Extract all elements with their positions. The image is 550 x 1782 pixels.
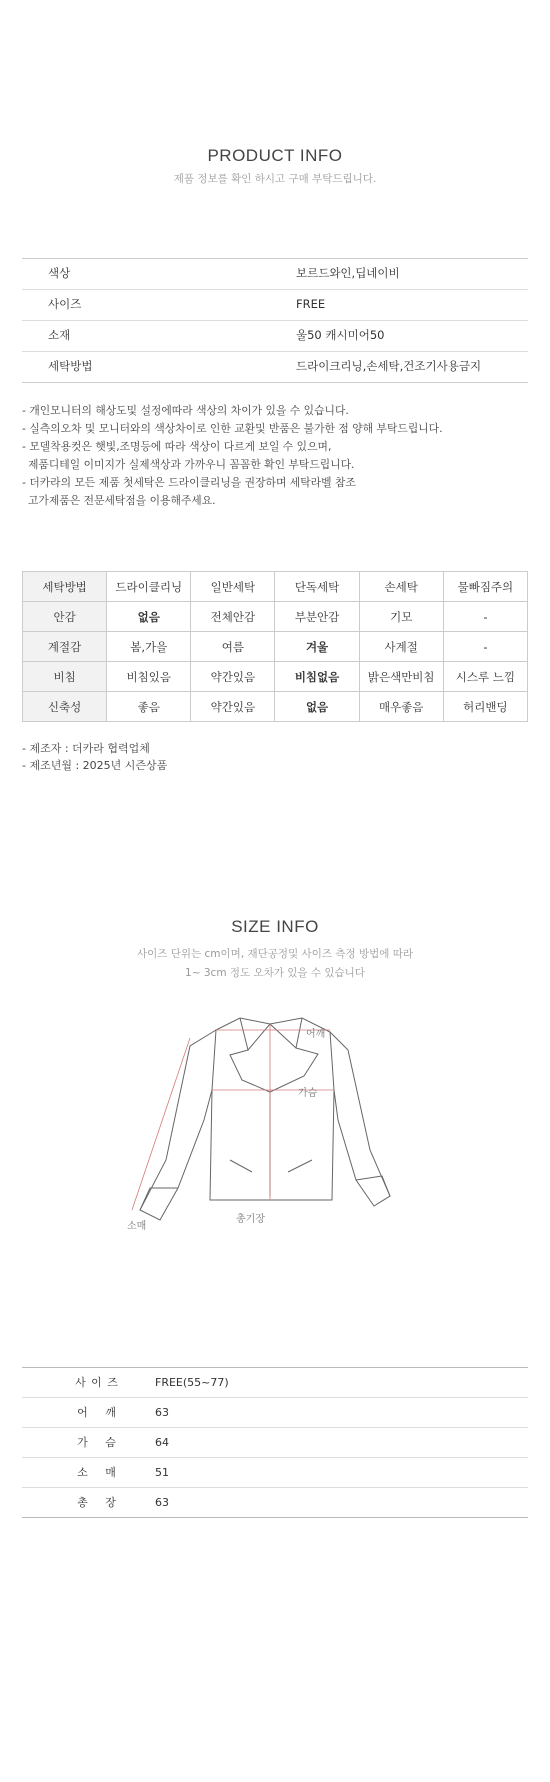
attribute-row-sheer xyxy=(23,662,528,692)
info-row-size xyxy=(22,290,528,321)
attribute-header-cell: 세탁방법 xyxy=(23,572,107,602)
size-value: 63 xyxy=(155,1406,169,1419)
attribute-cell: 없음 xyxy=(107,602,191,632)
size-row xyxy=(22,1428,528,1458)
notice-line: - 더카라의 모든 제품 첫세탁은 드라이클리닝을 권장하며 세탁라벨 참조 xyxy=(22,476,356,489)
jacket-sketch xyxy=(120,1010,420,1240)
size-value: 63 xyxy=(155,1496,169,1509)
attribute-cell: - xyxy=(443,602,527,632)
attribute-cell: 전체안감 xyxy=(191,602,275,632)
attribute-row-label: 신축성 xyxy=(23,692,107,722)
attribute-row-season xyxy=(23,632,528,662)
size-value: 64 xyxy=(155,1436,169,1449)
attribute-cell: 비침없음 xyxy=(275,662,359,692)
size-label: 어 깨 xyxy=(77,1406,117,1419)
attribute-header-row xyxy=(23,572,528,602)
sleeve-label: 소매 xyxy=(127,1221,147,1232)
notice-line: - 실측의오차 및 모니터와의 색상차이로 인한 교환및 반품은 불가한 점 양해 부탁드립니다. xyxy=(22,422,443,435)
attribute-cell: 부분안감 xyxy=(275,602,359,632)
manufacturer-info xyxy=(22,740,167,774)
manufacturer-line: - 제조자 : 더카라 협력업체 xyxy=(22,742,150,755)
attribute-cell: 비침있음 xyxy=(107,662,191,692)
attribute-header-cell: 단독세탁 xyxy=(275,572,359,602)
product-info-subtitle: 제품 정보를 확인 하시고 구매 부탁드립니다. xyxy=(173,173,377,185)
attribute-row-lining xyxy=(23,602,528,632)
info-label: 소재 xyxy=(48,328,71,342)
attribute-cell: 밝은색만비침 xyxy=(359,662,443,692)
info-row-wash xyxy=(22,352,528,383)
size-info-subtitle: 사이즈 단위는 cm이며, 재단공정및 사이즈 측정 방법에 따라 xyxy=(137,948,413,960)
attribute-cell: 기모 xyxy=(359,602,443,632)
info-value: 울50 캐시미어50 xyxy=(296,328,385,342)
attribute-cell: 매우좋음 xyxy=(359,692,443,722)
attribute-cell: 없음 xyxy=(275,692,359,722)
attribute-row-stretch xyxy=(23,692,528,722)
size-label: 총 장 xyxy=(77,1496,117,1509)
manufacturer-date-line: - 제조년월 : 2025년 시즌상품 xyxy=(22,759,168,772)
length-label: 총기장 xyxy=(236,1214,265,1225)
shoulder-label: 어깨 xyxy=(306,1029,326,1040)
info-value: FREE xyxy=(296,297,326,311)
attribute-row-label: 계절감 xyxy=(23,632,107,662)
notice-line: - 개인모니터의 해상도및 설정에따라 색상의 차이가 있을 수 있습니다. xyxy=(22,404,349,417)
attribute-cell: 좋음 xyxy=(107,692,191,722)
size-label: 사 이 즈 xyxy=(75,1376,119,1389)
attribute-table xyxy=(22,571,528,722)
attribute-cell: 약간있음 xyxy=(191,692,275,722)
notice-line: 고가제품은 전문세탁점을 이용해주세요. xyxy=(28,494,216,507)
size-table xyxy=(22,1367,528,1518)
info-label: 사이즈 xyxy=(48,297,82,311)
attribute-row-label: 안감 xyxy=(23,602,107,632)
attribute-cell: 허리밴딩 xyxy=(443,692,527,722)
info-label: 세탁방법 xyxy=(48,359,93,373)
attribute-cell: 봄,가을 xyxy=(107,632,191,662)
notice-line: 제품디테일 이미지가 실제색상과 가까우니 꼼꼼한 확인 부탁드립니다. xyxy=(28,458,355,471)
info-row-material xyxy=(22,321,528,352)
attribute-cell: 시스루 느낌 xyxy=(443,662,527,692)
attribute-row-label: 비침 xyxy=(23,662,107,692)
info-value: 보르드와인,딥네이비 xyxy=(296,266,400,280)
size-row xyxy=(22,1458,528,1488)
notice-list xyxy=(22,402,532,510)
attribute-cell: 여름 xyxy=(191,632,275,662)
product-info-title: PRODUCT INFO xyxy=(207,146,343,165)
info-row-color xyxy=(22,259,528,290)
product-info-table xyxy=(22,258,528,383)
chest-label: 가슴 xyxy=(298,1088,318,1099)
attribute-header-cell: 물빠짐주의 xyxy=(443,572,527,602)
attribute-header-cell: 드라이클리닝 xyxy=(107,572,191,602)
size-row xyxy=(22,1488,528,1518)
attribute-cell: 사계절 xyxy=(359,632,443,662)
size-row xyxy=(22,1398,528,1428)
attribute-header-cell: 일반세탁 xyxy=(191,572,275,602)
size-row xyxy=(22,1368,528,1398)
size-value: FREE(55~77) xyxy=(155,1376,229,1389)
size-info-subtitle-2: 1~ 3cm 정도 오차가 있을 수 있습니다 xyxy=(185,967,365,979)
attribute-cell: 겨울 xyxy=(275,632,359,662)
size-info-title: SIZE INFO xyxy=(231,917,319,936)
jacket-measurement-diagram xyxy=(120,1010,420,1240)
info-value: 드라이크리닝,손세탁,건조기사용금지 xyxy=(296,359,482,373)
size-label: 가 슴 xyxy=(77,1436,117,1449)
size-label: 소 매 xyxy=(77,1466,117,1479)
attribute-cell: - xyxy=(443,632,527,662)
attribute-cell: 약간있음 xyxy=(191,662,275,692)
info-label: 색상 xyxy=(48,266,71,280)
attribute-header-cell: 손세탁 xyxy=(359,572,443,602)
notice-line: - 모델착용컷은 햇빛,조명등에 따라 색상이 다르게 보일 수 있으며, xyxy=(22,440,332,453)
size-value: 51 xyxy=(155,1466,169,1479)
